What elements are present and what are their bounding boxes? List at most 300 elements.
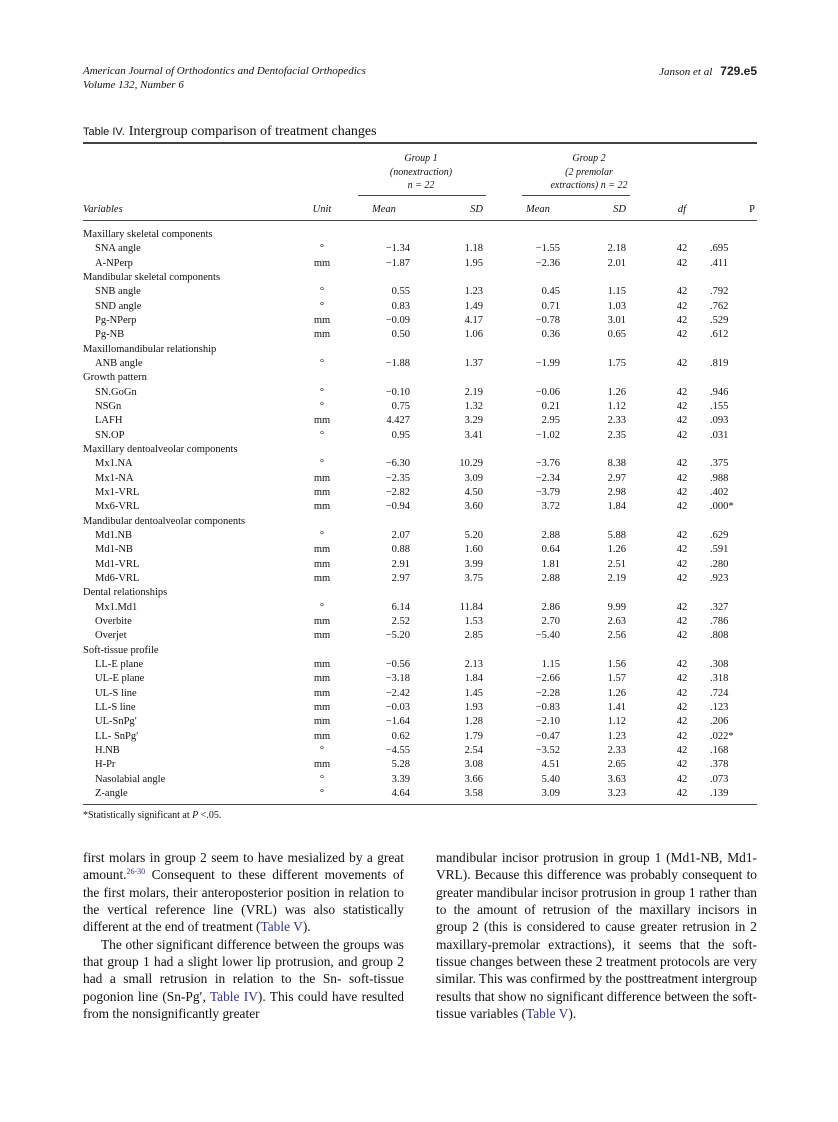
group1-desc: (nonextraction) [389, 166, 453, 178]
section-label: Maxillomandibular relationship [83, 343, 217, 355]
table-row [0, 687, 838, 701]
table-row [0, 615, 838, 629]
group2-sd-cell: 1.41 [607, 701, 626, 713]
variable-cell: Overbite [95, 615, 132, 627]
table-section-row [0, 271, 838, 285]
table-row [0, 400, 838, 414]
p-value-cell: .923 [710, 572, 729, 584]
body-column-right [436, 849, 757, 1022]
df-cell: 42 [676, 501, 688, 513]
table-row [0, 715, 838, 729]
group1-sd-cell: 3.99 [464, 558, 483, 570]
group1-mean-cell: 2.91 [391, 558, 410, 570]
group1-mean-cell: 4.64 [391, 787, 410, 799]
table-row [0, 285, 838, 299]
group2-sd-cell: 3.01 [607, 314, 626, 326]
group1-sd-cell: 1.32 [464, 400, 483, 412]
group2-sd-cell: 2.63 [607, 615, 626, 627]
unit-cell: mm [313, 329, 331, 341]
group1-sd-cell: 2.54 [464, 744, 483, 756]
group2-sd-cell: 1.56 [607, 658, 626, 670]
group1-mean-cell: 0.55 [391, 286, 410, 298]
group2-mean-cell: −0.83 [535, 701, 560, 713]
col-df: df [677, 204, 687, 215]
section-label: Dental relationships [83, 587, 168, 599]
text: ). [568, 1006, 577, 1022]
variable-cell: UL-S line [95, 687, 137, 699]
col-p: P [749, 204, 755, 215]
p-value-cell: .612 [710, 329, 729, 341]
group1-mean-cell: 6.14 [391, 601, 410, 613]
text: ). [302, 919, 311, 935]
unit-cell: mm [313, 544, 331, 556]
p-value-cell: .988 [710, 472, 729, 484]
variable-cell: Md6-VRL [95, 572, 140, 584]
group1-mean-cell: 2.52 [391, 615, 410, 627]
group2-name: Group 2 [572, 153, 606, 164]
table-row [0, 543, 838, 557]
group1-mean-cell: 4.427 [386, 415, 410, 427]
group2-sd-cell: 1.26 [607, 386, 626, 398]
group2-mean-cell: 2.95 [541, 415, 560, 427]
group2-mean-cell: −1.99 [535, 357, 560, 369]
variable-cell: ANB angle [95, 357, 143, 369]
df-cell: 42 [676, 701, 688, 713]
table-top-rule [83, 142, 757, 144]
df-cell: 42 [676, 673, 688, 685]
group1-n: n = 22 [407, 180, 435, 191]
p-value-cell: .280 [710, 558, 729, 570]
table-row [0, 773, 838, 787]
p-value-cell: .786 [710, 615, 729, 627]
group1-sd-cell: 2.19 [464, 386, 483, 398]
group1-mean-cell: 0.88 [391, 544, 410, 556]
unit-cell: ° [319, 529, 325, 541]
group2-mean-cell: −1.02 [535, 429, 560, 441]
group1-sd-cell: 1.06 [464, 329, 483, 341]
df-cell: 42 [676, 759, 688, 771]
table-row [0, 730, 838, 744]
group1-sd-cell: 1.23 [464, 286, 483, 298]
group1-mean-cell: −3.18 [385, 673, 410, 685]
unit-cell: mm [313, 730, 331, 742]
variable-cell: Mx1-NA [95, 472, 134, 484]
p-value-cell: .093 [710, 415, 729, 427]
p-value-cell: .031 [710, 429, 729, 441]
group2-sd-cell: 1.75 [607, 357, 626, 369]
text: mandibular incisor protrusion in group 1 (Md1-NB, Md1-VRL). Because this difference was probably consequent to greater mandibular incisor protrusion in group 1 rather than to the amount of retrusion of the maxillary incisors in group 2 (this is considered to cause greater retrusion in 2 maxillary-premolar extractions), it seems that the soft-tissue changes between these 2 treatment protocols are very similar. This was confirmed by the posttreatment intergroup results that show no significant difference between the soft-tissue variables ( [436, 850, 757, 1022]
table-section-row [0, 515, 838, 529]
df-cell: 42 [676, 544, 688, 556]
group1-sd-cell: 3.75 [464, 572, 483, 584]
unit-cell: mm [313, 472, 331, 484]
p-value-cell: .375 [710, 458, 729, 470]
unit-cell: mm [313, 615, 331, 627]
group1-mean-cell: −0.56 [385, 658, 410, 670]
df-cell: 42 [676, 687, 688, 699]
group2-mean-cell: 0.45 [541, 286, 560, 298]
col-sd2: SD [613, 204, 626, 215]
group1-sd-cell: 2.85 [464, 630, 483, 642]
group1-sd-cell: 1.60 [464, 544, 483, 556]
table-v-link[interactable]: Table V [260, 919, 303, 935]
group2-sd-cell: 2.35 [607, 429, 626, 441]
group1-underline [358, 195, 486, 196]
group1-sd-cell: 3.60 [464, 501, 483, 513]
unit-cell: ° [319, 787, 325, 799]
group1-mean-cell: 0.62 [391, 730, 410, 742]
unit-cell: ° [319, 773, 325, 785]
unit-cell: ° [319, 357, 325, 369]
variable-cell: LL-S line [95, 701, 136, 713]
group2-mean-cell: −2.36 [535, 257, 560, 269]
variable-cell: SNB angle [95, 286, 141, 298]
table-section-row [0, 443, 838, 457]
group2-mean-cell: −2.10 [535, 716, 560, 728]
running-header-page [659, 64, 757, 79]
variable-cell: UL-E plane [95, 673, 145, 685]
unit-cell: ° [319, 286, 325, 298]
col-mean2: Mean [526, 204, 550, 215]
group2-mean-cell: 4.51 [541, 759, 560, 771]
group2-sd-cell: 1.15 [607, 286, 626, 298]
group1-sd-cell: 1.28 [464, 716, 483, 728]
group2-mean-cell: 2.88 [541, 529, 560, 541]
group1-mean-cell: 0.83 [391, 300, 410, 312]
p-value-cell: .318 [710, 673, 729, 685]
p-value-cell: .695 [710, 243, 729, 255]
df-cell: 42 [676, 400, 688, 412]
group1-sd-cell: 2.13 [464, 658, 483, 670]
group2-mean-cell: −1.55 [535, 243, 560, 255]
text: The other significant difference between the groups was that group 1 had a slight lower lip protrusion, and group 2 had a small retrusion in relation to the Sn- soft-tissue pogonion line (Sn-Pg′, [83, 936, 404, 1004]
unit-cell: mm [313, 701, 331, 713]
unit-cell: mm [313, 501, 331, 513]
group2-mean-cell: 0.36 [541, 329, 560, 341]
group1-sd-cell: 1.79 [464, 730, 483, 742]
variable-cell: SN.OP [95, 429, 125, 441]
citation-link[interactable]: 26-30 [126, 867, 146, 877]
authors: Janson et al [659, 66, 713, 78]
group2-sd-cell: 2.51 [607, 558, 626, 570]
variable-cell: Md1-NB [95, 544, 133, 556]
group1-sd-cell: 1.84 [464, 673, 483, 685]
group2-underline [522, 195, 630, 196]
unit-cell: mm [313, 486, 331, 498]
unit-cell: mm [313, 572, 331, 584]
variable-cell: LAFH [95, 415, 123, 427]
p-value-cell: .000* [710, 501, 734, 513]
variable-cell: Md1-VRL [95, 558, 140, 570]
df-cell: 42 [676, 658, 688, 670]
unit-cell: mm [313, 687, 331, 699]
p-value-cell: .378 [710, 759, 729, 771]
table-row [0, 601, 838, 615]
table-row [0, 314, 838, 328]
p-value-cell: .792 [710, 286, 729, 298]
p-value-cell: .155 [710, 400, 729, 412]
group2-sd-cell: 1.84 [607, 501, 626, 513]
group1-sd-cell: 1.95 [464, 257, 483, 269]
group1-sd-cell: 1.49 [464, 300, 483, 312]
group2-mean-cell: −5.40 [535, 630, 560, 642]
p-value-cell: .724 [710, 687, 729, 699]
table-v-link[interactable]: Table V [526, 1006, 569, 1022]
journal-volume: Volume 132, Number 6 [83, 79, 184, 91]
group2-sd-cell: 2.18 [607, 243, 626, 255]
unit-cell: mm [313, 759, 331, 771]
footnote-text: *Statistically significant at [83, 810, 193, 821]
group2-sd-cell: 3.23 [607, 787, 626, 799]
variable-cell: Pg-NPerp [95, 314, 137, 326]
table-row [0, 328, 838, 342]
df-cell: 42 [676, 730, 688, 742]
group2-mean-cell: 2.88 [541, 572, 560, 584]
table-row [0, 300, 838, 314]
table-row [0, 414, 838, 428]
group1-sd-cell: 3.41 [464, 429, 483, 441]
variable-cell: Mx1-VRL [95, 486, 140, 498]
variable-cell: LL- SnPg′ [95, 730, 139, 742]
group2-mean-cell: −2.66 [535, 673, 560, 685]
group1-mean-cell: 0.50 [391, 329, 410, 341]
group1-sd-cell: 4.50 [464, 486, 483, 498]
table-row [0, 758, 838, 772]
variable-cell: H.NB [95, 744, 120, 756]
group2-sd-cell: 2.19 [607, 572, 626, 584]
p-value-cell: .808 [710, 630, 729, 642]
unit-cell: mm [313, 658, 331, 670]
table-title: Intergroup comparison of treatment changes [128, 124, 377, 139]
variable-cell: LL-E plane [95, 658, 144, 670]
page-number: 729.e5 [720, 64, 757, 78]
group1-sd-cell: 1.53 [464, 615, 483, 627]
df-cell: 42 [676, 286, 688, 298]
p-value-cell: .073 [710, 773, 729, 785]
group1-sd-cell: 4.17 [464, 314, 483, 326]
group1-sd-cell: 3.08 [464, 759, 483, 771]
col-mean1: Mean [372, 204, 396, 215]
group1-mean-cell: −0.03 [385, 701, 410, 713]
variable-cell: NSGn [95, 400, 122, 412]
group2-mean-cell: 3.09 [541, 787, 560, 799]
p-value-cell: .629 [710, 529, 729, 541]
group2-sd-cell: 1.12 [607, 716, 626, 728]
group1-mean-cell: −1.88 [385, 357, 410, 369]
table-section-row [0, 586, 838, 600]
unit-cell: mm [313, 415, 331, 427]
group1-sd-cell: 3.66 [464, 773, 483, 785]
group2-mean-cell: 1.81 [541, 558, 560, 570]
group1-mean-cell: −0.94 [385, 501, 410, 513]
unit-cell: ° [319, 601, 325, 613]
group1-sd-cell: 1.18 [464, 243, 483, 255]
variable-cell: SNA angle [95, 243, 141, 255]
group2-sd-cell: 2.65 [607, 759, 626, 771]
group1-sd-cell: 3.09 [464, 472, 483, 484]
group2-sd-cell: 3.63 [607, 773, 626, 785]
section-label: Growth pattern [83, 372, 147, 384]
table-section-row [0, 644, 838, 658]
group2-mean-cell: −2.34 [535, 472, 560, 484]
table-iv-link[interactable]: Table IV [209, 988, 258, 1004]
section-label: Soft-tissue profile [83, 644, 159, 656]
group2-sd-cell: 1.03 [607, 300, 626, 312]
table-bottom-rule [83, 804, 757, 805]
unit-cell: ° [319, 744, 325, 756]
variable-cell: Mx1.Md1 [95, 601, 138, 613]
group2-mean-cell: 3.72 [541, 501, 560, 513]
section-label: Maxillary dentoalveolar components [83, 443, 238, 455]
unit-cell: ° [319, 386, 325, 398]
group2-mean-cell: 0.71 [541, 300, 560, 312]
df-cell: 42 [676, 357, 688, 369]
group2-sd-cell: 1.26 [607, 687, 626, 699]
table-row [0, 429, 838, 443]
group1-sd-cell: 1.45 [464, 687, 483, 699]
p-value-cell: .022* [710, 730, 734, 742]
variable-cell: Overjet [95, 630, 127, 642]
group1-mean-cell: 0.95 [391, 429, 410, 441]
group2-header [514, 152, 664, 193]
group2-sd-cell: 1.57 [607, 673, 626, 685]
group2-n: extractions) n = 22 [550, 180, 628, 191]
variable-cell: Pg-NB [95, 329, 125, 341]
df-cell: 42 [676, 716, 688, 728]
table-row [0, 572, 838, 586]
unit-cell: ° [319, 400, 325, 412]
table-footnote [83, 810, 221, 821]
variable-cell: A-NPerp [95, 257, 133, 269]
df-cell: 42 [676, 429, 688, 441]
df-cell: 42 [676, 558, 688, 570]
df-cell: 42 [676, 458, 688, 470]
table-row [0, 529, 838, 543]
group1-sd-cell: 11.84 [459, 601, 483, 613]
p-value-cell: .206 [710, 716, 729, 728]
group2-mean-cell: −0.47 [535, 730, 560, 742]
group1-mean-cell: −1.64 [385, 716, 410, 728]
group1-mean-cell: 0.75 [391, 400, 410, 412]
table-row [0, 472, 838, 486]
table-row [0, 701, 838, 715]
footnote-threshold: <.05. [198, 810, 222, 821]
p-value-cell: .327 [710, 601, 729, 613]
group1-header [346, 152, 496, 193]
col-sd1: SD [470, 204, 483, 215]
unit-cell: ° [319, 300, 325, 312]
table-row [0, 257, 838, 271]
variable-cell: Nasolabial angle [95, 773, 166, 785]
section-label: Mandibular skeletal components [83, 271, 221, 283]
group2-sd-cell: 2.01 [607, 257, 626, 269]
group1-mean-cell: −0.09 [385, 314, 410, 326]
table-row [0, 672, 838, 686]
p-value-cell: .591 [710, 544, 729, 556]
p-value-cell: .308 [710, 658, 729, 670]
group2-sd-cell: 2.33 [607, 415, 626, 427]
variable-cell: SN.GoGn [95, 386, 137, 398]
df-cell: 42 [676, 300, 688, 312]
paragraph [83, 936, 404, 1023]
group2-sd-cell: 0.65 [607, 329, 626, 341]
group2-mean-cell: −0.06 [535, 386, 560, 398]
group1-sd-cell: 1.37 [464, 357, 483, 369]
group2-sd-cell: 9.99 [607, 601, 626, 613]
group2-mean-cell: 0.21 [541, 400, 560, 412]
group1-mean-cell: 2.97 [391, 572, 410, 584]
group1-sd-cell: 1.93 [464, 701, 483, 713]
table-row [0, 457, 838, 471]
variable-cell: H-Pr [95, 759, 116, 771]
table-caption [83, 124, 377, 140]
group2-sd-cell: 2.33 [607, 744, 626, 756]
text: first molars in group 2 seem to have mesialized by a great amount. [83, 850, 404, 883]
group1-mean-cell: −2.42 [385, 687, 410, 699]
table-row [0, 744, 838, 758]
unit-cell: ° [319, 429, 325, 441]
unit-cell: mm [313, 630, 331, 642]
unit-cell: ° [319, 243, 325, 255]
paragraph [83, 849, 404, 936]
table-row [0, 787, 838, 801]
group2-sd-cell: 1.12 [607, 400, 626, 412]
df-cell: 42 [676, 415, 688, 427]
group2-mean-cell: 5.40 [541, 773, 560, 785]
df-cell: 42 [676, 472, 688, 484]
variable-cell: SND angle [95, 300, 142, 312]
paragraph [436, 849, 757, 1022]
group1-mean-cell: −4.55 [385, 744, 410, 756]
df-cell: 42 [676, 601, 688, 613]
table-row [0, 658, 838, 672]
group1-sd-cell: 5.20 [464, 529, 483, 541]
table-row [0, 357, 838, 371]
group2-desc: (2 premolar [565, 166, 613, 178]
df-cell: 42 [676, 257, 688, 269]
group2-sd-cell: 2.97 [607, 472, 626, 484]
p-value-cell: .411 [710, 257, 728, 269]
group1-name: Group 1 [404, 153, 438, 164]
group2-mean-cell: 2.86 [541, 601, 560, 613]
p-value-cell: .529 [710, 314, 729, 326]
table-label: Table IV. [83, 126, 125, 138]
group1-mean-cell: −6.30 [385, 458, 410, 470]
column-header-row [0, 203, 838, 217]
df-cell: 42 [676, 773, 688, 785]
unit-cell: ° [319, 458, 325, 470]
df-cell: 42 [676, 314, 688, 326]
group1-mean-cell: −1.34 [385, 243, 410, 255]
df-cell: 42 [676, 572, 688, 584]
unit-cell: mm [313, 257, 331, 269]
table-row [0, 242, 838, 256]
group2-sd-cell: 2.56 [607, 630, 626, 642]
text: Consequent to these different movements of the first molars, their anteroposterior position in relation to the vertical reference line (VRL) was also statistically different at the end of treatment ( [83, 867, 404, 935]
p-value-cell: .819 [710, 357, 729, 369]
variable-cell: UL-SnPg′ [95, 716, 137, 728]
variable-cell: Mx1.NA [95, 458, 133, 470]
group2-mean-cell: −3.52 [535, 744, 560, 756]
variable-cell: Mx6-VRL [95, 501, 140, 513]
table-row [0, 558, 838, 572]
group1-mean-cell: 2.07 [391, 529, 410, 541]
table-section-row [0, 343, 838, 357]
group1-mean-cell: −1.87 [385, 257, 410, 269]
col-unit: Unit [312, 204, 332, 215]
p-value-cell: .402 [710, 486, 729, 498]
group2-mean-cell: −3.76 [535, 458, 560, 470]
